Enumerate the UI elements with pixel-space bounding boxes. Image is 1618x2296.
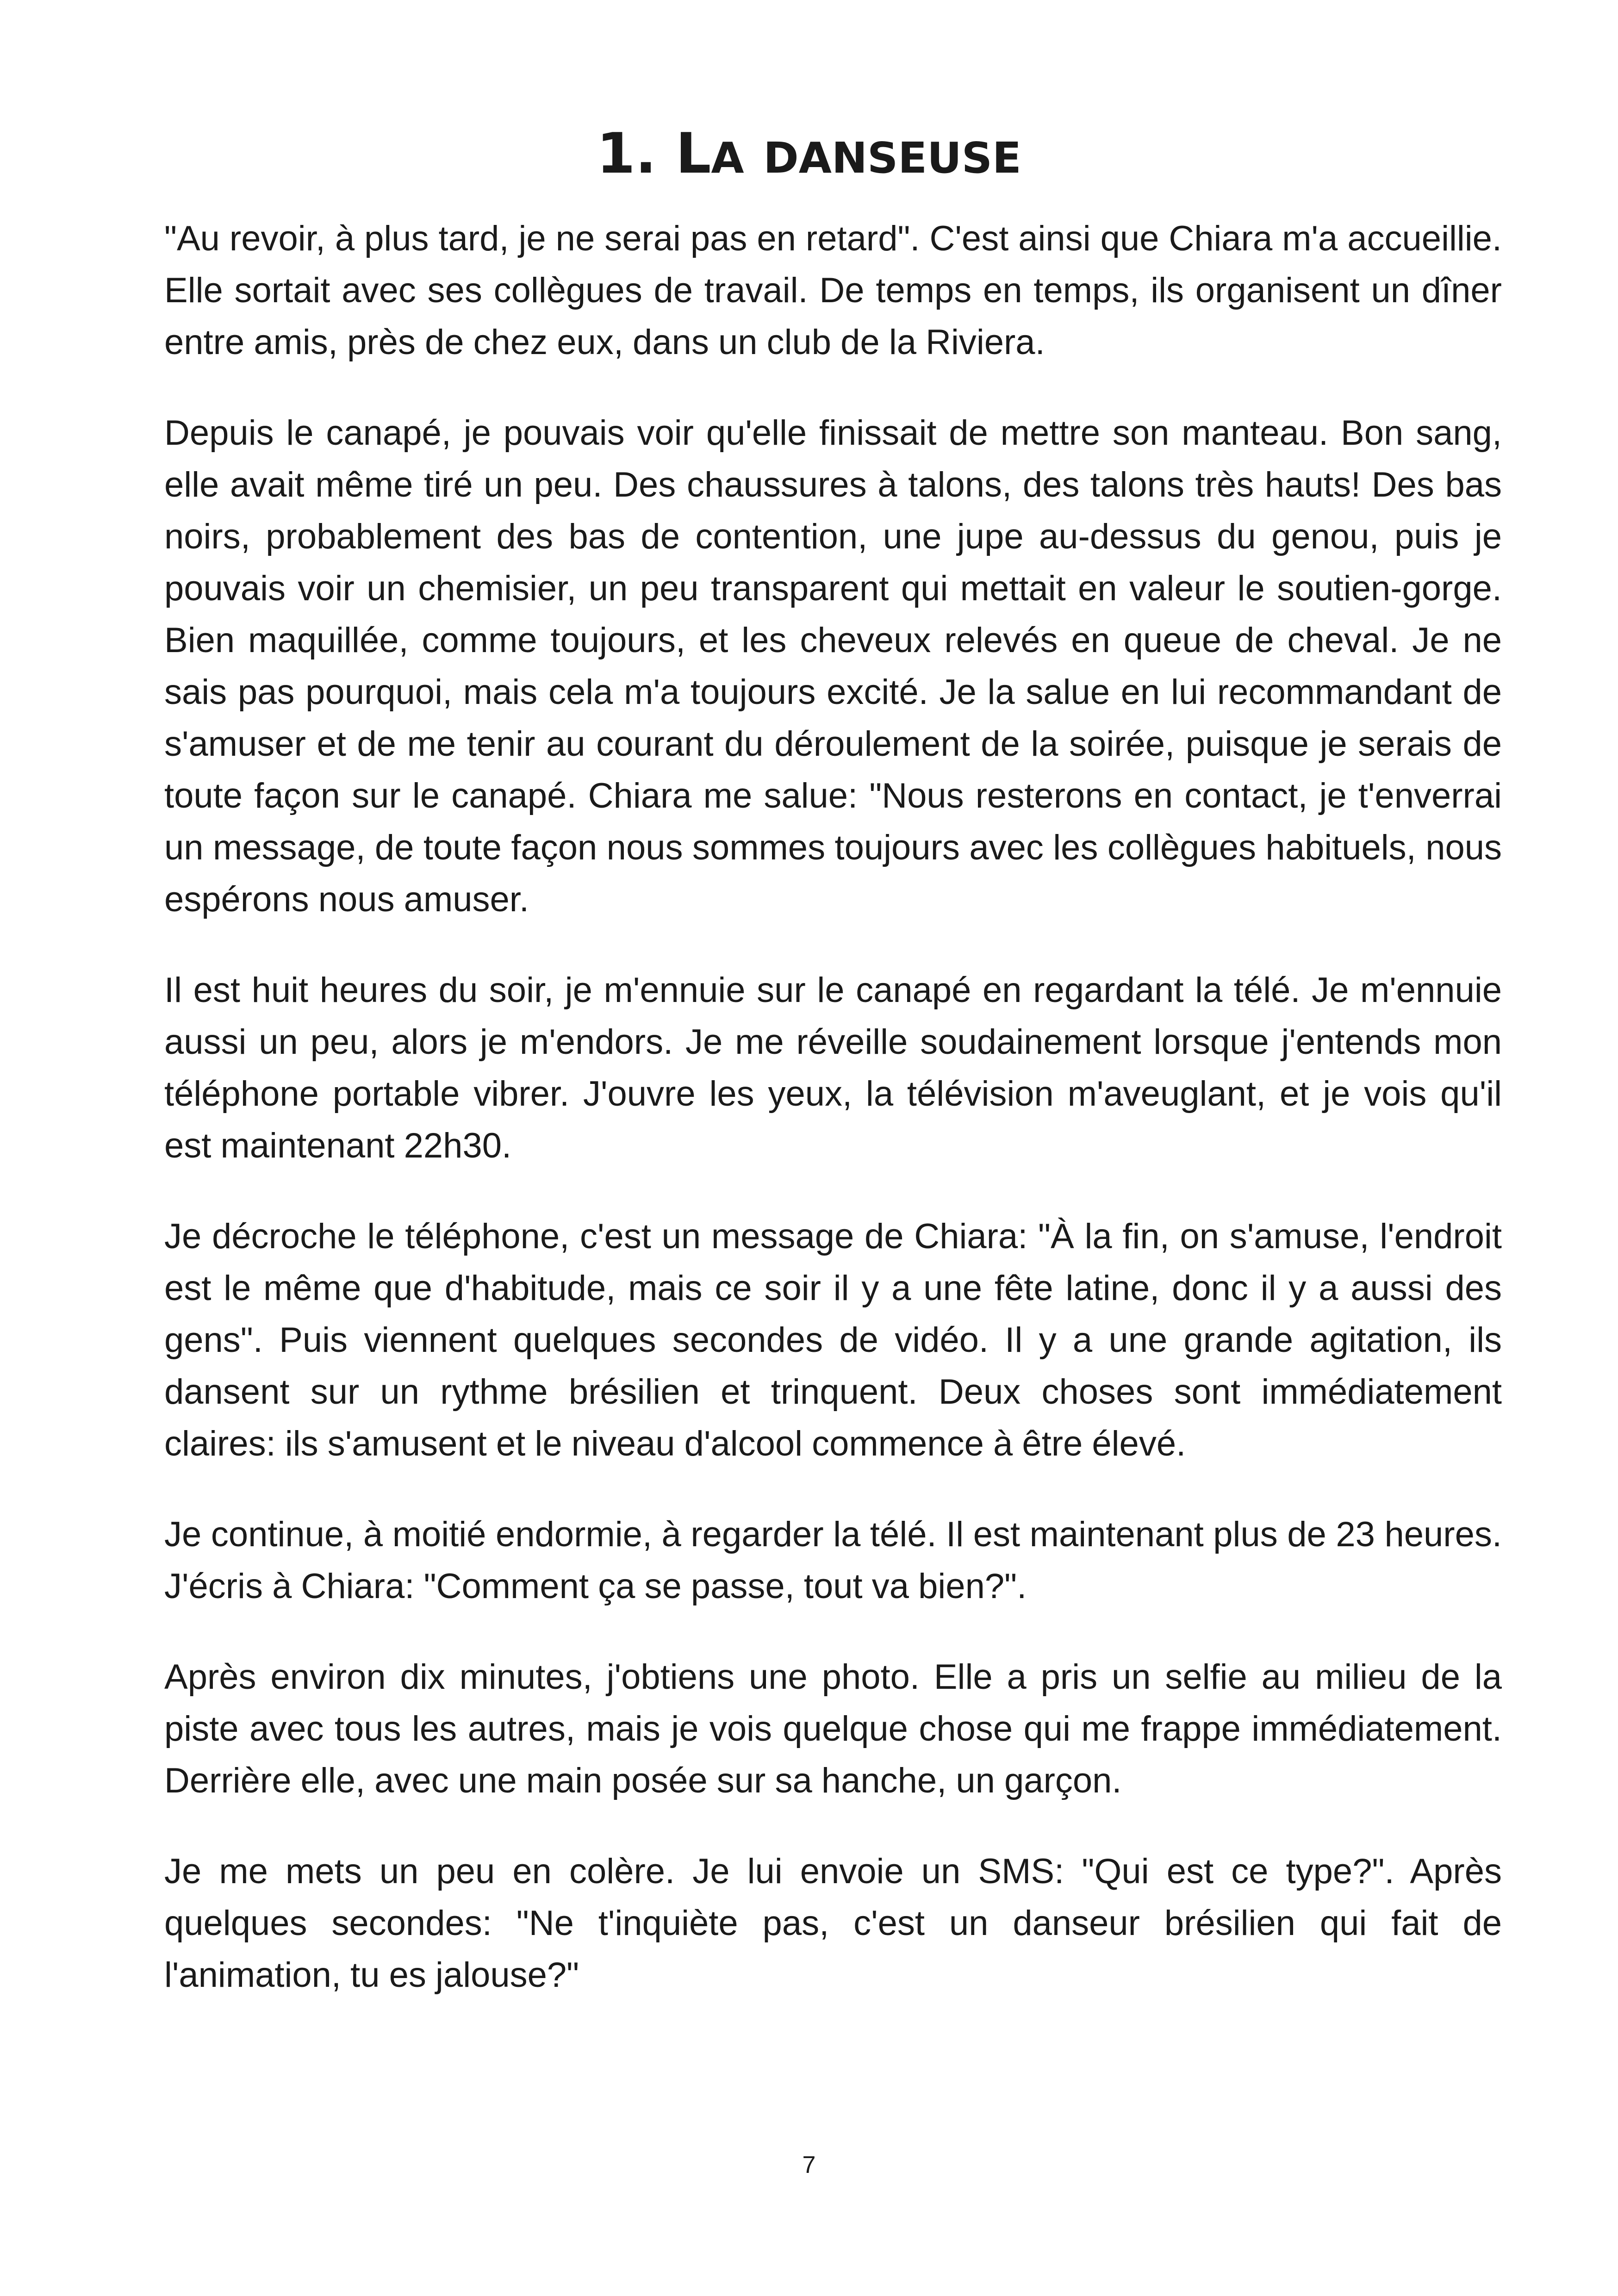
paragraph: Depuis le canapé, je pouvais voir qu'elle finissait de mettre son manteau. Bon sang, elle avait même tiré un peu. Des chaussures à talons, des talons très hauts! Des bas noirs, probablement des bas de contention, une jupe au-dessus du genou, puis je pouvais voir un chemisier, un peu transparent qui mettait en valeur le soutien-gorge. Bien maquillée, comme toujours, et les cheveux relevés en queue de cheval. Je ne sais pas pourquoi, mais cela m'a toujours excité. Je la salue en lui recommandant de s'amuser et de me tenir au courant du déroulement de la soirée, puisque je serais de toute façon sur le canapé. Chiara me salue: "Nous resterons en contact, je t'enverrai un message, de toute façon nous sommes toujours avec les collègues habituels, nous espérons nous amuser. (164, 413, 1502, 919)
title-second-letter: D (763, 133, 799, 183)
paragraph: Je continue, à moitié endormie, à regarder la télé. Il est maintenant plus de 23 heures. J'écris à Chiara: "Comment ça se passe, tout va bien?". (164, 1515, 1502, 1606)
title-first-letter: L (675, 122, 711, 186)
title-second-word-rest: ANSEUSE (798, 133, 1021, 183)
chapter-body (164, 213, 1502, 2040)
paragraph: Je me mets un peu en colère. Je lui envoie un SMS: "Qui est ce type?". Après quelques secondes: "Ne t'inquiète pas, c'est un danseur brésilien qui fait de l'animation, tu es jalouse?" (164, 1852, 1502, 1995)
paragraph: Après environ dix minutes, j'obtiens une photo. Elle a pris un selfie au milieu de la piste avec tous les autres, mais je vois quelque chose qui me frappe immédiatement. Derrière elle, avec une main posée sur sa hanche, un garçon. (164, 1657, 1502, 1800)
chapter-number: 1. (597, 122, 657, 186)
title-first-word-rest: A (711, 133, 744, 183)
page-number: 7 (802, 2152, 816, 2178)
paragraph: "Au revoir, à plus tard, je ne serai pas en retard". C'est ainsi que Chiara m'a accueillie. Elle sortait avec ses collègues de travail. De temps en temps, ils organisent un dîner entre amis, près de chez eux, dans un club de la Riviera. (164, 219, 1502, 362)
paragraph: Il est huit heures du soir, je m'ennuie sur le canapé en regardant la télé. Je m'ennuie aussi un peu, alors je m'endors. Je me réveille soudainement lorsque j'entends mon téléphone portable vibrer. J'ouvre les yeux, la télévision m'aveuglant, et je vois qu'il est maintenant 22h30. (164, 971, 1502, 1165)
paragraph: Je décroche le téléphone, c'est un message de Chiara: "À la fin, on s'amuse, l'endroit est le même que d'habitude, mais ce soir il y a une fête latine, donc il y a aussi des gens". Puis viennent quelques secondes de vidéo. Il y a une grande agitation, ils dansent sur un rythme brésilien et trinquent. Deux choses sont immédiatement claires: ils s'amusent et le niveau d'alcool commence à être élevé. (164, 1217, 1502, 1463)
chapter-title (0, 119, 1618, 193)
